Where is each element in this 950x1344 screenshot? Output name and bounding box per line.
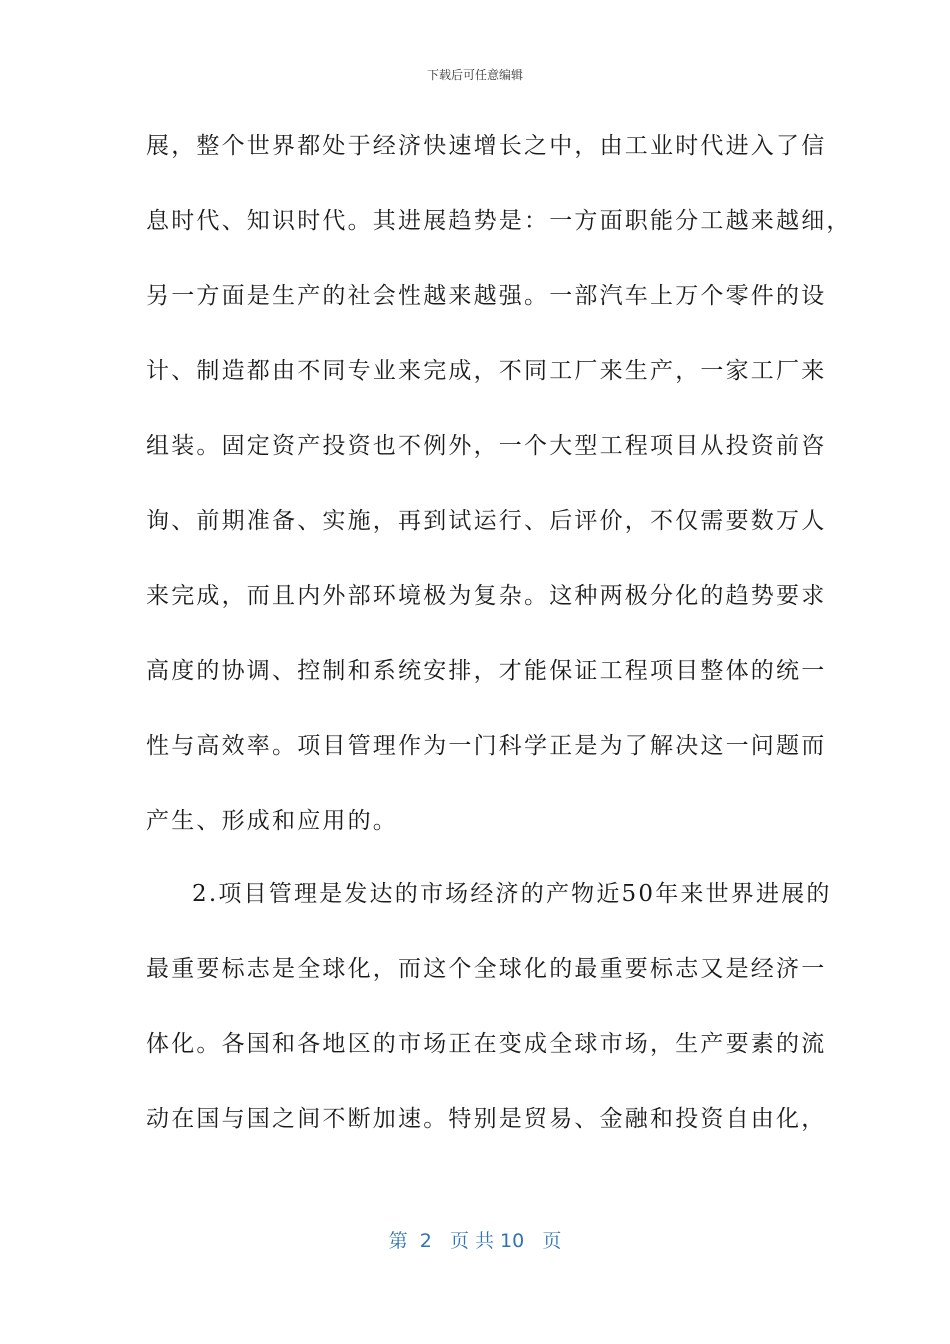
page-header-note: 下载后可任意编辑 xyxy=(426,68,523,82)
body-line-12: 最重要标志是全球化，而这个全球化的最重要标志又是经济一 xyxy=(146,956,827,982)
body-line-4: 计、制造都由不同专业来完成，不同工厂来生产，一家工厂来 xyxy=(146,358,827,384)
body-line-3: 另一方面是生产的社会性越来越强。一部汽车上万个零件的设 xyxy=(146,283,827,309)
body-line-13: 体化。各国和各地区的市场正在变成全球市场，生产要素的流 xyxy=(146,1031,827,1057)
body-line-7: 来完成，而且内外部环境极为复杂。这种两极分化的趋势要求 xyxy=(146,583,827,609)
page-number-footer: 第 2 页 共 10 页 xyxy=(388,1230,562,1252)
body-line-14: 动在国与国之间不断加速。特别是贸易、金融和投资自由化， xyxy=(146,1106,827,1132)
body-line-6: 询、前期准备、实施，再到试运行、后评价，不仅需要数万人 xyxy=(146,508,827,534)
body-line-8: 高度的协调、控制和系统安排，才能保证工程项目整体的统一 xyxy=(146,658,827,684)
body-line-5: 组装。固定资产投资也不例外，一个大型工程项目从投资前咨 xyxy=(146,433,827,459)
body-line-10: 产生、形成和应用的。 xyxy=(146,808,398,834)
body-line-2: 息时代、知识时代。其进展趋势是：一方面职能分工越来越细， xyxy=(146,208,852,234)
body-line-11-paragraph-start: 2.项目管理是发达的市场经济的产物近50年来世界进展的 xyxy=(192,881,832,907)
body-line-9: 性与高效率。项目管理作为一门科学正是为了解决这一问题而 xyxy=(146,733,827,759)
body-line-1: 展，整个世界都处于经济快速增长之中，由工业时代进入了信 xyxy=(146,133,827,159)
